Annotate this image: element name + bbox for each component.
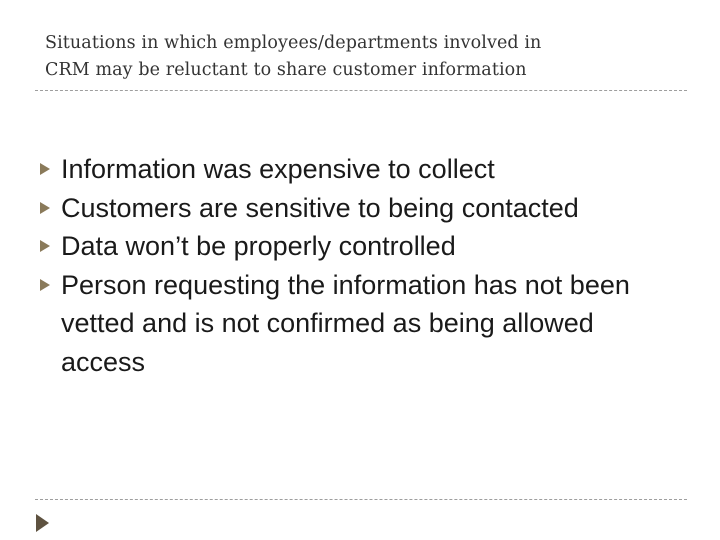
bullet-item xyxy=(40,189,680,228)
bullet-item xyxy=(40,150,680,189)
triangle-right-icon xyxy=(36,514,49,532)
bullet-item xyxy=(40,227,680,266)
arrow-right-icon xyxy=(40,163,50,175)
footer-divider xyxy=(35,499,687,500)
bullet-text: Person requesting the information has not been vetted and is not confirmed as being allowed access xyxy=(61,269,630,377)
arrow-right-icon xyxy=(40,202,50,214)
slide-title-line-2: CRM may be reluctant to share customer information xyxy=(45,60,527,80)
bullet-text: Customers are sensitive to being contacted xyxy=(61,192,579,223)
bullet-text: Data won’t be properly controlled xyxy=(61,231,456,261)
bullet-item xyxy=(40,266,680,382)
title-divider xyxy=(35,90,687,91)
bullet-text: Information was expensive to collect xyxy=(61,154,495,184)
arrow-right-icon xyxy=(40,240,50,252)
bullet-list xyxy=(40,150,680,381)
arrow-right-icon xyxy=(40,279,50,291)
slide-title xyxy=(45,30,685,84)
slide-title-line-1: Situations in which employees/departments involved in xyxy=(45,33,542,53)
